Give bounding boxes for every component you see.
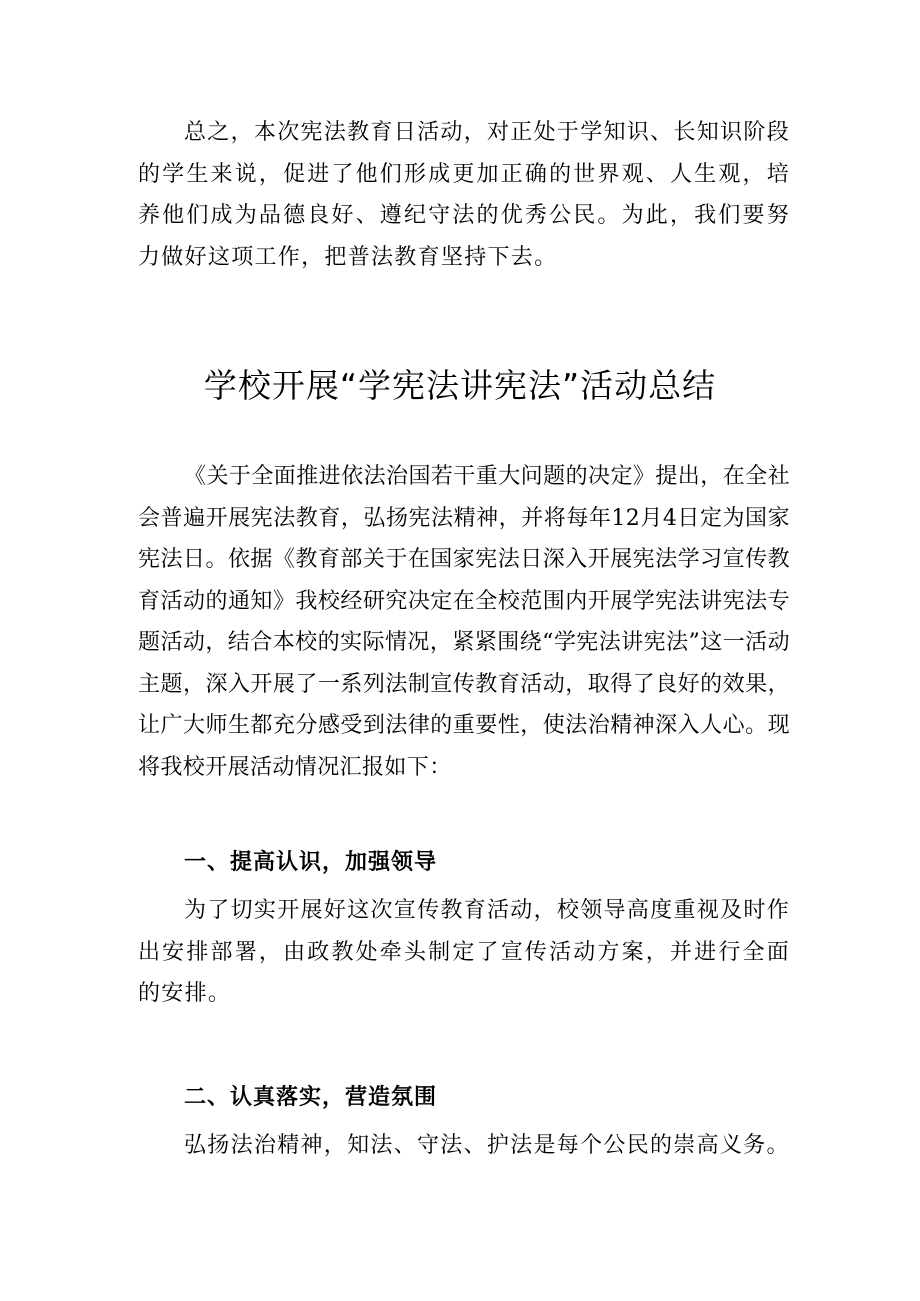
document-title: 学校开展“学宪法讲宪法”活动总结 xyxy=(203,366,717,405)
section1-heading: 一、提高认识，加强领导 xyxy=(184,850,438,875)
intro-paragraph: 总之，本次宪法教育日活动，对正处于学知识、长知识阶段的学生来说，促进了他们形成更加正确的世界观、人生观，培养他们成为品德良好、遵纪守法的优秀公民。为此，我们要努力做好这项工作，把普法教育坚持下去。 xyxy=(138,120,790,270)
section1-paragraph: 为了切实开展好这次宣传教育活动，校领导高度重视及时作出安排部署，由政教处牵头制定了宣传活动方案，并进行全面的安排。 xyxy=(138,898,790,1006)
section2-paragraph: 弘扬法治精神，知法、守法、护法是每个公民的崇高义务。 xyxy=(184,1133,790,1158)
section2-heading: 二、认真落实，营造氛围 xyxy=(184,1085,438,1110)
opening-paragraph: 《关于全面推进依法治国若干重大问题的决定》提出，在全社会普遍开展宪法教育，弘扬宪法精神，并将每年12月4日定为国家宪法日。依据《教育部关于在国家宪法日深入开展宪法学习宣传教育活动的通知》我校经研究决定在全校范围内开展学宪法讲宪法专题活动，结合本校的实际情况，紧紧围绕“学宪法讲宪法”这一活动主题，深入开展了一系列法制宣传教育活动，取得了良好的效果，让广大师生都充分感受到法律的重要性，使法治精神深入人心。现将我校开展活动情况汇报如下： xyxy=(138,464,790,780)
